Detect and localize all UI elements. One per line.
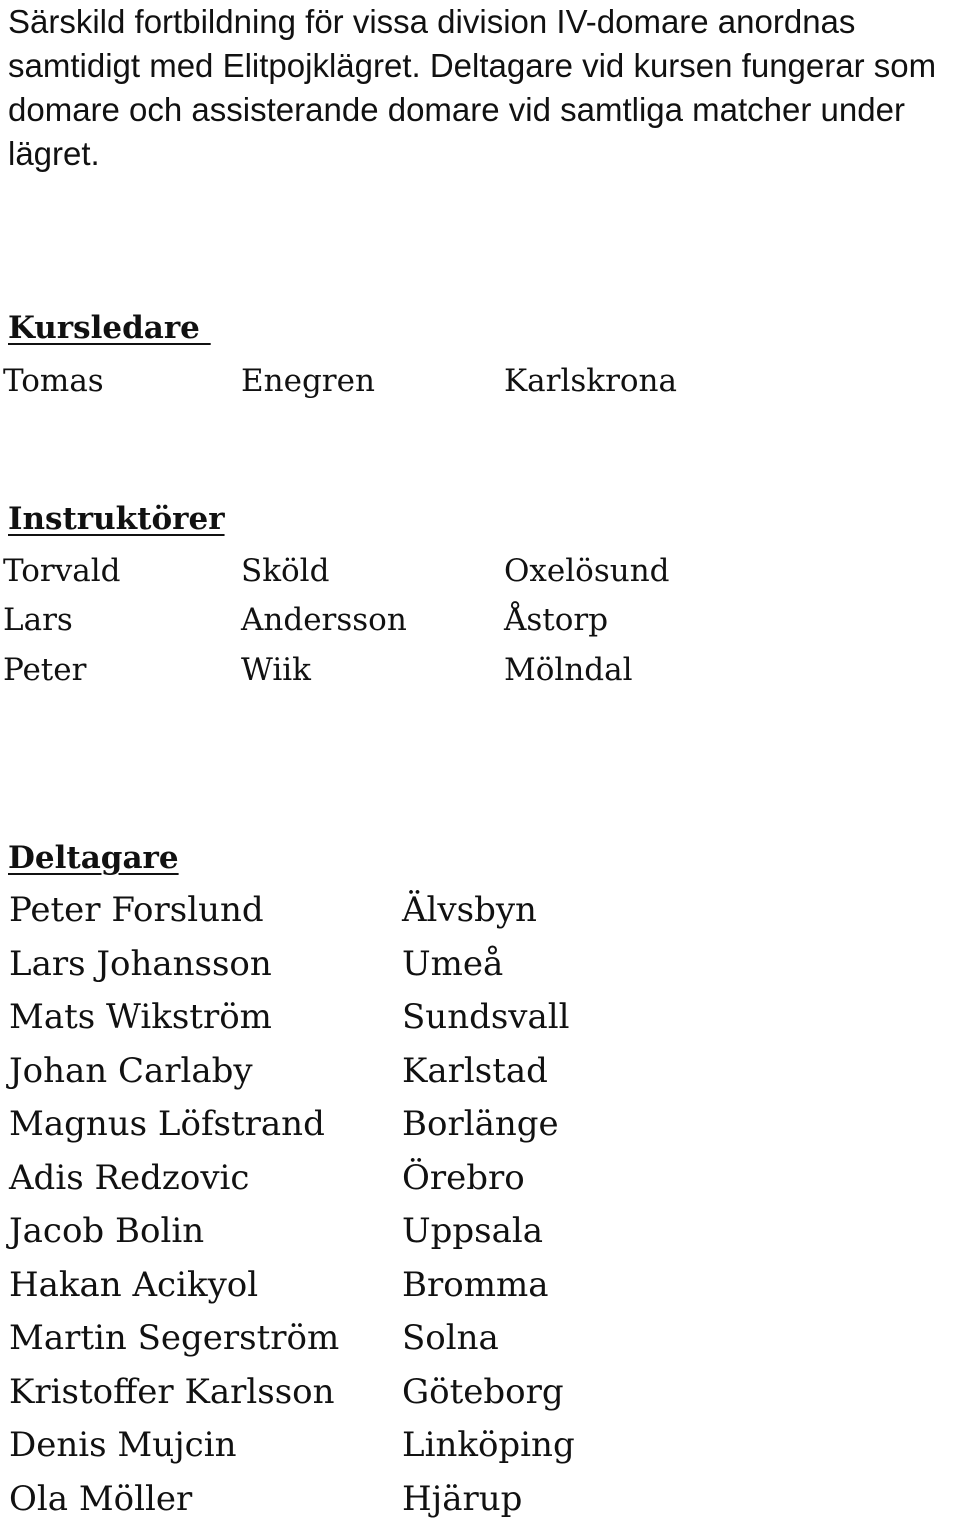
participant-city: Solna xyxy=(402,1318,499,1358)
first-name: Lars xyxy=(3,602,73,638)
instruktorer-heading: Instruktörer xyxy=(8,501,225,537)
participant-city: Borlänge xyxy=(402,1104,559,1144)
participant-city: Uppsala xyxy=(402,1211,544,1251)
participant-name: Mats Wikström xyxy=(9,997,272,1037)
city: Mölndal xyxy=(504,652,633,688)
participant-city: Umeå xyxy=(402,944,504,984)
participant-city: Karlstad xyxy=(402,1051,548,1091)
deltagare-heading: Deltagare xyxy=(8,840,179,876)
participant-name: Ola Möller xyxy=(9,1479,193,1519)
participant-name: Magnus Löfstrand xyxy=(9,1104,325,1144)
participant-city: Hjärup xyxy=(402,1479,523,1519)
last-name: Enegren xyxy=(241,363,375,399)
kursledare-heading: Kursledare xyxy=(8,310,211,346)
last-name: Andersson xyxy=(241,602,407,638)
participant-name: Hakan Acikyol xyxy=(9,1265,259,1305)
last-name: Sköld xyxy=(241,553,330,589)
participant-name: Kristoffer Karlsson xyxy=(9,1372,335,1412)
participant-name: Adis Redzovic xyxy=(9,1158,250,1198)
participant-name: Denis Mujcin xyxy=(9,1425,237,1465)
participant-city: Örebro xyxy=(402,1158,525,1198)
first-name: Torvald xyxy=(3,553,121,589)
participant-city: Bromma xyxy=(402,1265,549,1305)
first-name: Tomas xyxy=(3,363,104,399)
intro-paragraph: Särskild fortbildning för vissa division IV-domare anordnas samtidigt med Elitpojklägret. Deltagare vid kursen fungerar som domare och assisterande domare vid samtliga matcher under lägret. xyxy=(8,3,937,172)
participant-name: Martin Segerström xyxy=(9,1318,340,1358)
participant-city: Sundsvall xyxy=(402,997,570,1037)
last-name: Wiik xyxy=(241,652,311,688)
participant-city: Göteborg xyxy=(402,1372,564,1412)
participant-city: Linköping xyxy=(402,1425,575,1465)
participant-name: Johan Carlaby xyxy=(9,1051,253,1091)
city: Oxelösund xyxy=(504,553,670,589)
participant-name: Jacob Bolin xyxy=(9,1211,205,1251)
city: Åstorp xyxy=(504,602,609,638)
participant-name: Lars Johansson xyxy=(9,944,272,984)
participant-name: Peter Forslund xyxy=(9,890,264,930)
city: Karlskrona xyxy=(504,363,677,399)
first-name: Peter xyxy=(3,652,87,688)
participant-city: Älvsbyn xyxy=(402,890,537,930)
